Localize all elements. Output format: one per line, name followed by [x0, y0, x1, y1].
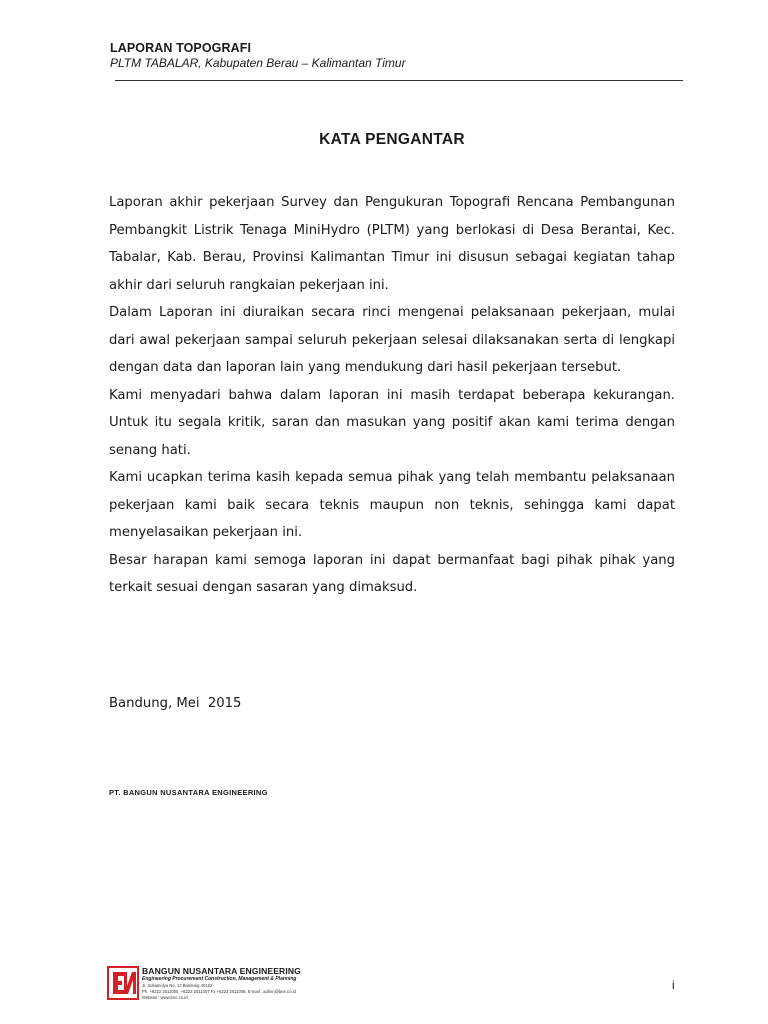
- footer-company-name: BANGUN NUSANTARA ENGINEERING: [142, 966, 301, 976]
- footer-company-info: [142, 966, 301, 1001]
- paragraph-1: Laporan akhir pekerjaan Survey dan Pengukuran Topografi Rencana Pembangunan Pembangkit Listrik Tenaga MiniHydro (PLTM) yang berlokasi di Desa Berantai, Kec. Tabalar, Kab. Berau, Provinsi Kalimantan Timur ini disusun sebagai kegiatan tahap akhir dari seluruh rangkaian pekerjaan ini.: [109, 195, 675, 293]
- header-divider: [115, 80, 683, 81]
- body-text: [109, 189, 675, 602]
- paragraph-3: Kami menyadari bahwa dalam laporan ini masih terdapat beberapa kekurangan. Untuk itu segala kritik, saran dan masukan yang positif akan kami terima dengan senang hati.: [109, 387, 675, 458]
- paragraph-5: Besar harapan kami semoga laporan ini dapat bermanfaat bagi pihak pihak yang terkait sesuai dengan sasaran yang dimaksud.: [109, 552, 675, 595]
- paragraph-4: Kami ucapkan terima kasih kepada semua pihak yang telah membantu pelaksanaan pekerjaan kami baik secara teknis maupun non teknis, sehingga kami dapat menyelasaikan pekerjaan ini.: [109, 470, 675, 540]
- page-title: KATA PENGANTAR: [319, 131, 465, 148]
- paragraph-2: Dalam Laporan ini diuraikan secara rinci mengenai pelaksanaan pekerjaan, mulai dari awal pekerjaan sampai seluruh pekerjaan selesai dilaksanakan serta di lengkapi dengan data dan laporan lain yang mendukung dari hasil pekerjaan tersebut.: [109, 305, 675, 375]
- running-header: [110, 41, 406, 70]
- header-title: LAPORAN TOPOGRAFI: [110, 41, 252, 55]
- footer-tagline: Engineering Procurement Construction, Management & Planning: [142, 976, 297, 982]
- bne-logo-icon: [107, 966, 139, 1000]
- footer-contact: Ph. +6222 2011000, +6222 2011007 Fx +6222 2011008, E-mail : admin@bne.co.id: [142, 989, 296, 994]
- footer-website: Website : www.bne.co.id: [142, 995, 188, 1000]
- page-number: i: [672, 978, 675, 992]
- header-subtitle: PLTM TABALAR, Kabupaten Berau – Kalimantan Timur: [110, 56, 406, 70]
- footer-address: Jl. Sukamulya No. 13 Bandung 40152: [142, 983, 213, 988]
- place-date: Bandung, Mei 2015: [109, 696, 242, 711]
- signatory-company: PT. BANGUN NUSANTARA ENGINEERING: [109, 788, 268, 797]
